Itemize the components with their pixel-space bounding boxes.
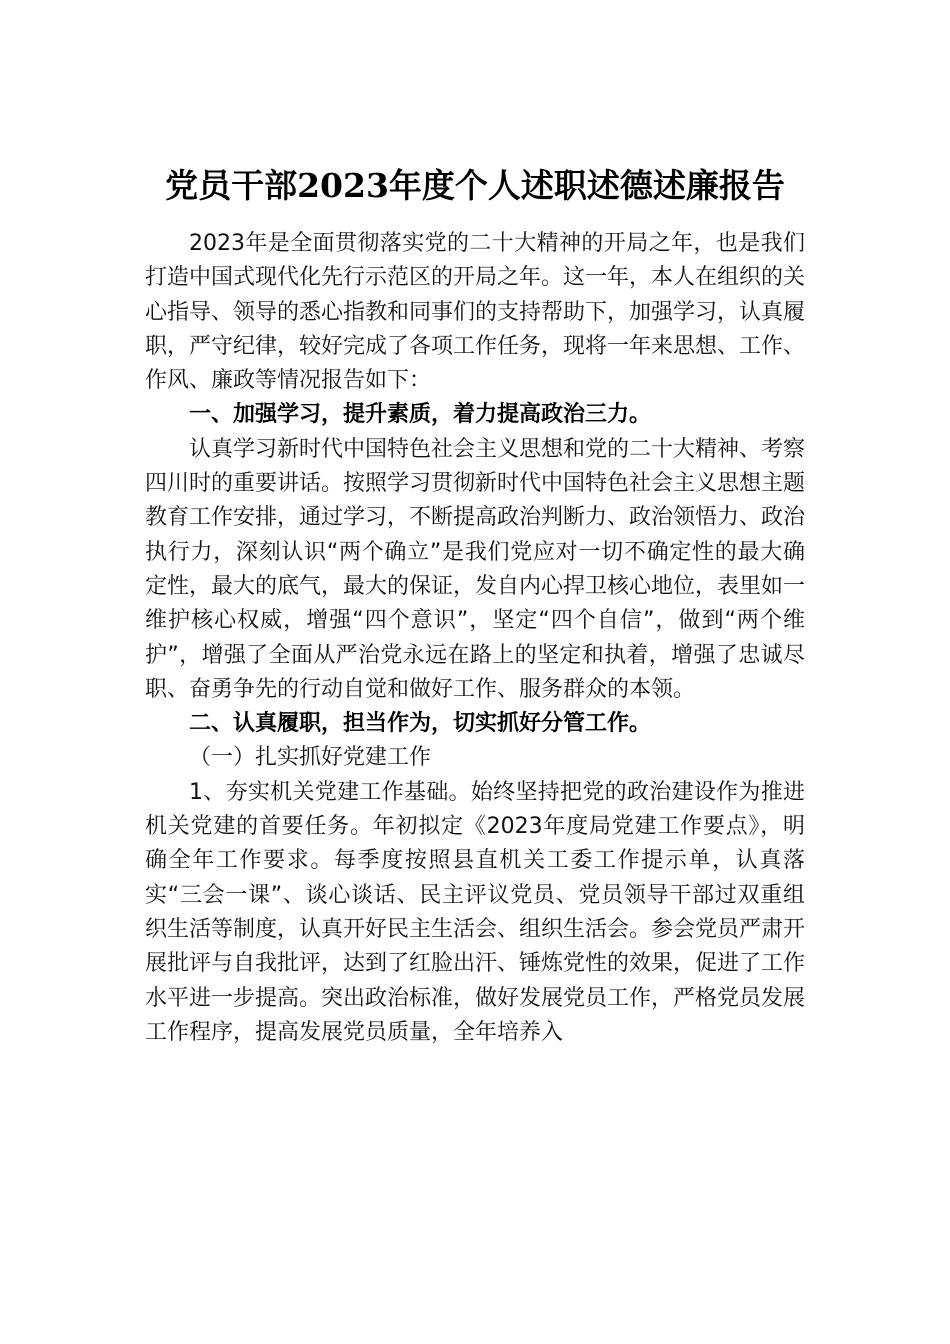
item-1-paragraph: 1、夯实机关党建工作基础。始终坚持把党的政治建设作为推进机关党建的首要任务。年初拟定《2023年度局党建工作要点》，明确全年工作要求。每季度按照县直机关工委工作提示单，认真落实“三会一课”、谈心谈话、民主评议党员、党员领导干部过双重组织生活等制度，认真开好民主生活会、组织生活会。参会党员严肃开展批评与自我批评，达到了红脸出汗、锤炼党性的效果，促进了工作水平进一步提高。突出政治标准，做好发展党员工作，严格党员发展工作程序，提高发展党员质量，全年培养入 <box>145 779 806 1045</box>
document-title: 党员干部2023年度个人述职述德述廉报告 <box>165 166 785 205</box>
section-1-paragraph: 认真学习新时代中国特色社会主义思想和党的二十大精神、考察四川时的重要讲话。按照学习贯彻新时代中国特色社会主义思想主题教育工作安排，通过学习，不断提高政治判断力、政治领悟力、政治执行力，深刻认识“两个确立”是我们党应对一切不确定性的最大确定性，最大的底气，最大的保证，发自内心捍卫核心地位，表里如一维护核心权威，增强“四个意识”，坚定“四个自信”，做到“两个维护”，增强了全面从严治党永远在路上的坚定和执着，增强了忠诚尽职、奋勇争先的行动自觉和做好工作、服务群众的本领。 <box>145 436 806 702</box>
document-body <box>145 227 805 1050</box>
section-heading-1: 一、加强学习，提升素质，着力提高政治三力。 <box>189 402 652 428</box>
subsection-heading-1: （一）扎实抓好党建工作 <box>189 745 432 771</box>
section-heading-2: 二、认真履职，担当作为，切实抓好分管工作。 <box>189 711 652 737</box>
intro-paragraph: 2023年是全面贯彻落实党的二十大精神的开局之年，也是我们打造中国式现代化先行示范区的开局之年。这一年，本人在组织的关心指导、领导的悉心指教和同事们的支持帮助下，加强学习，认真履职，严守纪律，较好完成了各项工作任务，现将一年来思想、工作、作风、廉政等情况报告如下： <box>145 231 806 394</box>
